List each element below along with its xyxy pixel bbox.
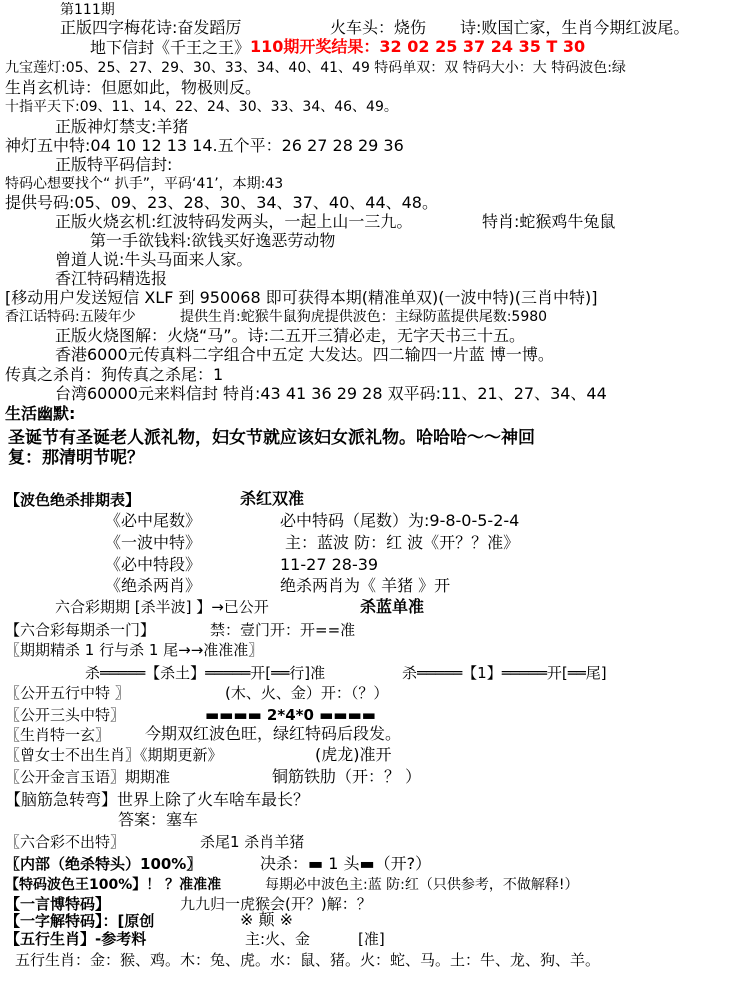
golden-words-value: 铜筋铁肋（开：？ ） xyxy=(272,767,422,786)
must-tail-value: 必中特码（尾数）为:9-8-0-5-2-4 xyxy=(280,511,520,530)
wave-king-value: 每期必中波色主:蓝 防:红（只供参考，不做解释!） xyxy=(265,877,579,893)
zodiac-poem: 生肖玄机诗：但愿如此，物极则反。 xyxy=(5,78,262,97)
fax-kill: 传真之杀肖：狗传真之杀尾：1 xyxy=(5,365,224,384)
kill-row-tail-title: 〖期期精杀 1 行与杀 1 尾→→准准准〗 xyxy=(5,641,264,659)
no-special-title: 〖六合彩不出特〗 xyxy=(5,833,126,851)
riddle-answer: 答案：塞车 xyxy=(118,810,199,829)
three-head-title: 〖公开三头中特〗 xyxy=(5,706,126,724)
riddle-question: 【脑筋急转弯】世界上除了火车啥车最长？ xyxy=(5,790,310,809)
kill-tail-row: 杀═════【1】═════开[══尾] xyxy=(402,664,607,682)
hk-selection: 香江特码精选报 xyxy=(55,269,168,288)
result-banner: 110期开奖结果：32 02 25 37 24 35 T 30 xyxy=(250,37,586,56)
issue-number: 第111期 xyxy=(60,2,115,18)
fire-diagram: 正版火烧图解：火烧“马”。诗:二五开三猜必走，无字天书三十五。 xyxy=(55,326,525,345)
special-heart: 特码心想要找个“ 扒手”，平码‘41’，本期:43 xyxy=(5,176,284,192)
provided-zodiac: 提供生肖:蛇猴牛鼠狗虎提供波色：主绿防蓝提供尾数:5980 xyxy=(180,309,548,325)
lamp-five: 神灯五中特:04 10 12 13 14.五个平：26 27 28 29 36 xyxy=(5,136,404,155)
internal-kill-value: 决杀：▬ 1 头▬（开?） xyxy=(260,854,432,873)
kill-two-title: 《绝杀两肖》 xyxy=(105,576,202,595)
five-element-value: (木、火、金）开：（？） xyxy=(225,684,389,702)
flat-envelope: 正版特平码信封: xyxy=(55,155,173,174)
money-material: 第一手欲钱料:欲钱买好逸恶劳动物 xyxy=(90,231,336,250)
no-special-value: 杀尾1 杀肖羊猪 xyxy=(200,833,305,851)
one-wave-value: 主：蓝波 防：红 波《开？？准》 xyxy=(285,533,520,552)
hk-fax: 香港6000元传真料二字组合中五定 大发达。四二输四一片蓝 博一博。 xyxy=(55,345,554,364)
poem-line: 诗:败国亡家，生肖今期红波尾。 xyxy=(460,18,690,37)
one-char-value: ※ 颠 ※ xyxy=(240,910,293,929)
kill-element-row: 杀═════【杀土】═════开[══行]准 xyxy=(85,664,326,682)
element-zodiac-list: 五行生肖：金：猴、鸡。木：兔、虎。水：鼠、猪。火：蛇、马。土：牛、龙、狗、羊。 xyxy=(15,951,601,969)
must-tail-title: 《必中尾数》 xyxy=(105,511,202,530)
train-head: 火车头：烧伤 xyxy=(330,18,427,37)
one-wave-title: 《一波中特》 xyxy=(105,533,202,552)
golden-words-title: 〖公开金言玉语〗期期准 xyxy=(5,768,171,786)
joke-line-2: 复：那清明节呢？ xyxy=(8,448,144,468)
provided-numbers: 提供号码:05、09、23、28、30、34、37、40、44、48。 xyxy=(5,193,438,212)
ms-zeng-title: 〖曾女士不出生肖〗《期期更新》 xyxy=(5,746,223,764)
taoist-says: 曾道人说:牛头马面来人家。 xyxy=(55,250,253,269)
ten-fingers: 十指平天下:09、11、14、22、24、30、33、34、46、49。 xyxy=(5,99,398,115)
three-head-value: ▬▬▬▬ 2*4*0 ▬▬▬▬ xyxy=(205,706,376,724)
zodiac-one-title: 〖生肖特一玄〗 xyxy=(5,726,111,744)
element-zodiac-title: 【五行生肖】-参考料 xyxy=(5,930,147,948)
lotus-lamp: 九宝莲灯:05、25、27、29、30、33、34、40、41、49 特码单双：双 特码大小：大 特码波色:绿 xyxy=(5,60,626,76)
internal-kill-title: 〖内部（绝杀特头）100%〗 xyxy=(5,855,202,873)
wave-king-title: 【特码波色王100%】！ ？准准准 xyxy=(5,877,222,893)
kill-door-title: 【六合彩每期杀一门】 xyxy=(5,621,156,639)
special-zodiac: 特肖:蛇猴鸡牛兔鼠 xyxy=(482,212,616,231)
envelope-title: 地下信封《千王之王》 xyxy=(90,38,251,57)
ms-zeng-value: (虎龙)准开 xyxy=(315,745,392,764)
plum-poem: 正版四字梅花诗:奋发蹈厉 xyxy=(60,18,242,37)
zodiac-one-value: 今期双红波色旺，绿红特码后段发。 xyxy=(145,724,402,743)
half-wave-title: 六合彩期期 [杀半波] 】→已公开 xyxy=(55,598,269,616)
element-zodiac-main: 主:火、金 xyxy=(245,930,311,948)
forbidden-branch: 正版神灯禁支:羊猪 xyxy=(55,117,189,136)
one-word-title: 【一言博特码】 xyxy=(5,895,111,913)
humor-heading: 生活幽默: xyxy=(5,404,76,423)
kill-red-label: 杀红双准 xyxy=(240,489,305,508)
element-zodiac-accurate: [准] xyxy=(358,930,385,948)
taiwan-envelope: 台湾60000元来料信封 特肖:43 41 36 29 28 双平码:11、21、27、34、44 xyxy=(55,384,607,403)
must-range-title: 《必中特段》 xyxy=(105,555,202,574)
sms-notice: [移动用户发送短信 XLF 到 950068 即可获得本期(精准单双)(一波中特)(三肖中特)] xyxy=(5,288,598,307)
one-word-value: 九九归一虎猴会(开？)解：？ xyxy=(180,895,372,913)
one-char-title: 【一字解特码】：[原创 xyxy=(5,912,155,930)
color-table-title: 【波色绝杀排期表】 xyxy=(5,491,141,509)
joke-line-1: 圣诞节有圣诞老人派礼物，妇女节就应该妇女派礼物。哈哈哈～～神回 xyxy=(8,428,535,448)
kill-two-value: 绝杀两肖为《 羊猪 》开 xyxy=(280,576,451,595)
five-element-title: 〖公开五行中特 〗 xyxy=(5,684,130,702)
kill-door-value: 禁：壹门开：开==准 xyxy=(210,621,356,639)
kill-blue-label: 杀蓝单准 xyxy=(360,597,425,616)
fire-mystery: 正版火烧玄机:红波特码发两头，一起上山一三九。 xyxy=(55,212,413,231)
must-range-value: 11-27 28-39 xyxy=(280,555,379,574)
hk-talk: 香江话特码:五陵年少 xyxy=(5,309,136,325)
